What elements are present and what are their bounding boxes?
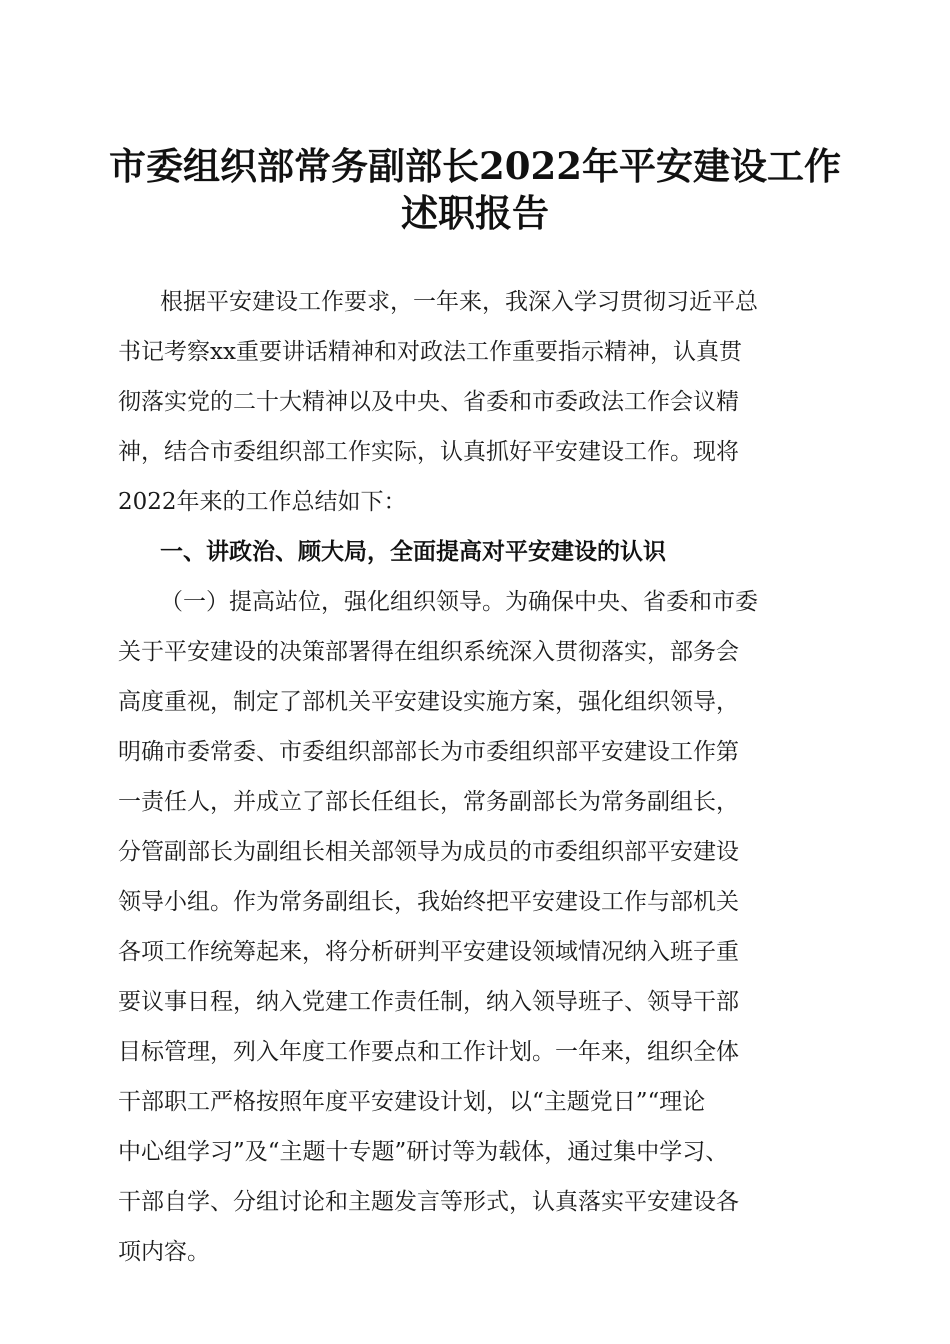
body-line-5: 一责任人，并成立了部长任组长，常务副部长为常务副组长， — [118, 789, 739, 815]
body-line-11: 干部职工严格按照年度平安建设计划，以“主题党日”“理论 — [118, 1089, 706, 1115]
intro-line-3: 彻落实党的二十大精神以及中央、省委和市委政法工作会议精 — [118, 389, 739, 415]
body-line-4: 明确市委常委、市委组织部部长为市委组织部平安建设工作第 — [118, 739, 739, 765]
body-line-7: 领导小组。作为常务副组长，我始终把平安建设工作与部机关 — [118, 889, 739, 915]
section-heading: 一、讲政治、顾大局，全面提高对平安建设的认识 — [160, 539, 666, 565]
body-line-14: 项内容。 — [118, 1239, 210, 1265]
body-line-6: 分管副部长为副组长相关部领导为成员的市委组织部平安建设 — [118, 839, 739, 865]
body-line-1: （一）提高站位，强化组织领导。为确保中央、省委和市委 — [160, 589, 758, 615]
document-title-line-1: 市委组织部常务副部长2022年平安建设工作 — [109, 144, 841, 188]
intro-line-4: 神，结合市委组织部工作实际，认真抓好平安建设工作。现将 — [118, 439, 739, 465]
body-line-3: 高度重视，制定了部机关平安建设实施方案，强化组织领导， — [118, 689, 739, 715]
body-line-2: 关于平安建设的决策部署得在组织系统深入贯彻落实，部务会 — [118, 639, 739, 665]
body-line-8: 各项工作统筹起来，将分析研判平安建设领域情况纳入班子重 — [118, 939, 739, 965]
body-line-13: 干部自学、分组讨论和主题发言等形式，认真落实平安建设各 — [118, 1189, 739, 1215]
document-title-line-2: 述职报告 — [401, 191, 549, 235]
intro-line-1: 根据平安建设工作要求，一年来，我深入学习贯彻习近平总 — [160, 289, 758, 315]
intro-line-5: 2022年来的工作总结如下： — [118, 489, 407, 515]
body-line-10: 目标管理，列入年度工作要点和工作计划。一年来，组织全体 — [118, 1039, 739, 1065]
body-line-9: 要议事日程，纳入党建工作责任制，纳入领导班子、领导干部 — [118, 989, 739, 1015]
intro-line-2: 书记考察xx重要讲话精神和对政法工作重要指示精神，认真贯 — [118, 339, 742, 365]
body-line-12: 中心组学习”及“主题十专题”研讨等为载体，通过集中学习、 — [118, 1139, 729, 1165]
